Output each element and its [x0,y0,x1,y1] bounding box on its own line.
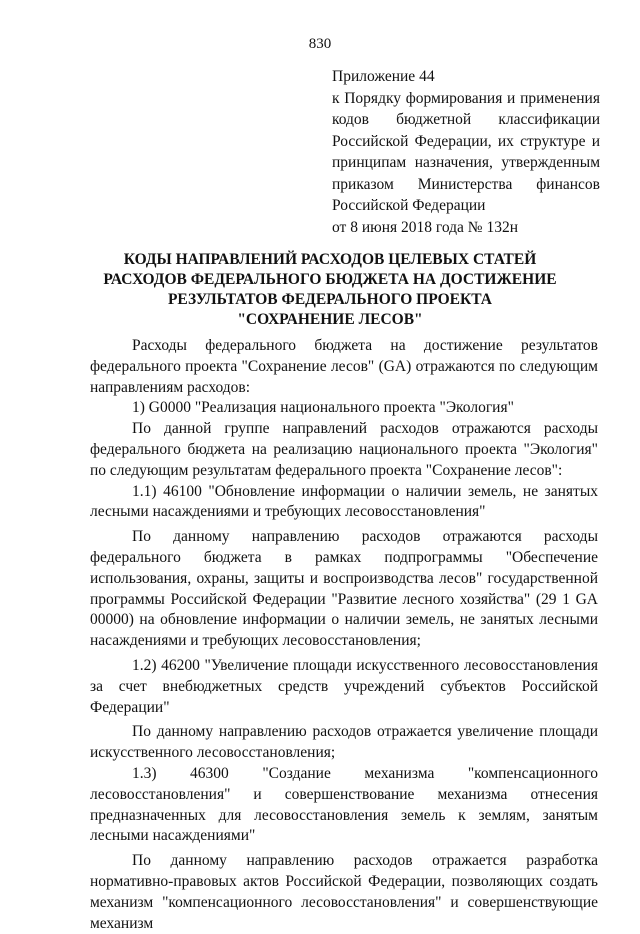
appendix-reference: к Порядку формирования и применения кодов бюджетной классификации Российской Федерации, их структуре и принципам назначения, утвержденным приказом Министерства финансов Российской Федерации [332,89,600,214]
page-number: 830 [308,36,332,52]
paragraph-item-1-3-description: По данному направлению расходов отражается разработка нормативно-правовых актов Российской Федерации, позволяющих создать механизм "компенсационного лесовосстановления" и совершенствующие механизм [90,852,598,932]
paragraph-item-1-3: 1.3) 46300 "Создание механизма "компенсационного лесовосстановления" и совершенствование механизма отнесения предназначенных для лесовосстановления земель к землям, занятым лесными насаждениями" [90,764,598,845]
appendix-number: Приложение 44 [332,68,435,85]
paragraph-item-1-1: 1.1) 46100 "Обновление информации о наличии земель, не занятых лесными насаждениями и требующих лесовосстановления" [90,482,598,521]
title-line: РЕЗУЛЬТАТОВ ФЕДЕРАЛЬНОГО ПРОЕКТА [167,291,493,308]
paragraph-item-1-2: 1.2) 46200 "Увеличение площади искусственного лесовосстановления за счет внебюджетных средств учреждений субъектов Российской Федерации" [90,656,598,716]
document-title [60,250,600,330]
title-line: "СОХРАНЕНИЕ ЛЕСОВ" [237,311,423,328]
title-line: РАСХОДОВ ФЕДЕРАЛЬНОГО БЮДЖЕТА НА ДОСТИЖЕНИЕ [103,271,557,288]
paragraph-item-1: 1) G0000 "Реализация национального проекта "Экология" [132,399,514,417]
title-line: КОДЫ НАПРАВЛЕНИЙ РАСХОДОВ ЦЕЛЕВЫХ СТАТЕЙ [123,251,537,268]
document-body [90,336,598,934]
appendix-header [332,66,600,238]
paragraph-intro: Расходы федерального бюджета на достижение результатов федерального проекта "Сохранение лесов" (GA) отражаются по следующим направлениям расходов: [90,337,598,396]
appendix-order-date: от 8 июня 2018 года № 132н [332,218,518,236]
paragraph-item-1-2-description: По данному направлению расходов отражается увеличение площади искусственного лесовосстановления; [90,723,598,762]
paragraph-item-1-description: По данной группе направлений расходов отражаются расходы федерального бюджета на реализацию национального проекта "Экология" по следующим результатам федерального проекта "Сохранение лесов": [90,420,598,479]
paragraph-item-1-1-description: По данному направлению расходов отражаются расходы федерального бюджета в рамках подпрограммы "Обеспечение использования, охраны, защиты и воспроизводства лесов" государственной программы Российской Федерации "Развитие лесного хозяйства" (29 1 GA 00000) на обновление информации о наличии земель, не занятых лесными насаждениями и требующих лесовосстановления; [90,528,598,650]
